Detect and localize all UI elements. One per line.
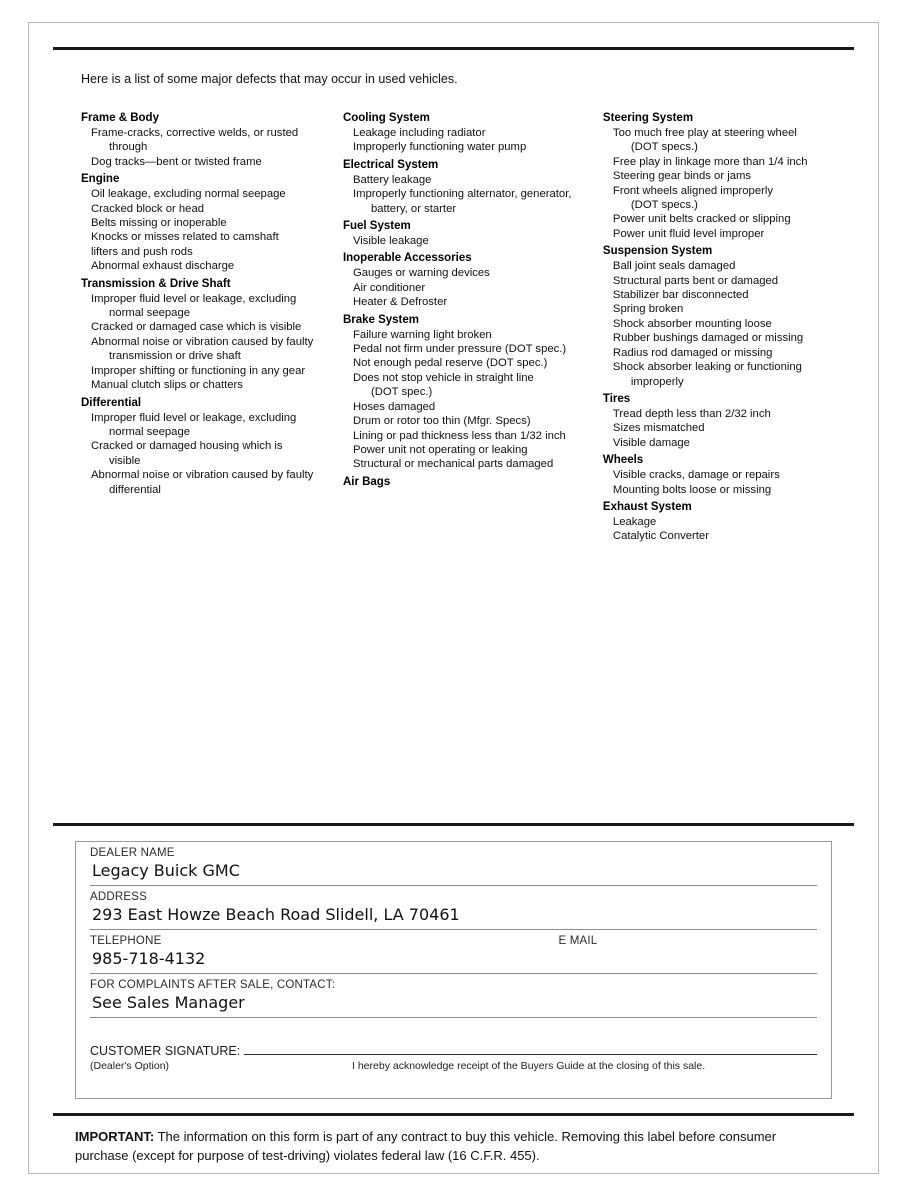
defect-group — [603, 111, 860, 241]
defect-group-title: Air Bags — [342, 475, 391, 488]
defect-item: Abnormal exhaust discharge — [91, 260, 235, 273]
email-value[interactable] — [559, 948, 818, 952]
defect-item: Abnormal noise or vibration caused by faulty differential — [91, 468, 343, 497]
defect-group-title: Tires — [602, 392, 631, 405]
defect-item-continuation: transmission or drive shaft — [109, 350, 241, 363]
defect-item: Gauges or warning devices — [352, 267, 490, 280]
signature-acknowledgement-text: I hereby acknowledge receipt of the Buyers Guide at the closing of this sale. — [352, 1060, 706, 1072]
defect-item: Cracked or damaged housing which is visible — [91, 439, 343, 468]
defect-group-title: Exhaust System — [602, 500, 692, 513]
defect-item-continuation: improperly — [630, 375, 684, 388]
defect-group — [343, 111, 603, 155]
intro-text: Here is a list of some major defects that may occur in used vehicles. — [81, 72, 458, 86]
complaints-value[interactable]: See Sales Manager — [92, 993, 245, 1012]
defect-group — [343, 313, 603, 472]
defect-group-title: Inoperable Accessories — [342, 252, 472, 265]
defect-group-title: Electrical System — [342, 158, 439, 171]
defect-item: Hoses damaged — [352, 400, 436, 413]
defect-item: Free play in linkage more than 1/4 inch — [612, 155, 808, 168]
defect-group — [81, 172, 343, 273]
defect-list — [343, 266, 603, 309]
defect-item-continuation: normal seepage — [109, 307, 191, 320]
defect-list — [81, 292, 343, 393]
defect-group — [603, 392, 860, 450]
form-inner — [47, 35, 860, 1163]
defect-item: Cracked or damaged case which is visible — [91, 321, 302, 334]
defect-item: Radius rod damaged or missing — [612, 346, 773, 359]
defect-list — [603, 259, 860, 389]
defect-group — [603, 500, 860, 544]
defects-columns — [81, 108, 860, 546]
important-text: The information on this form is part of any contract to buy this vehicle. Removing this label before consumer purchase (except for purpose of test-driving) violates federal law (16 C.F.R. 455). — [75, 1129, 777, 1163]
telephone-value[interactable]: 985-718-4132 — [92, 949, 206, 968]
defect-item: Drum or rotor too thin (Mfgr. Specs) — [352, 415, 531, 428]
defect-item: Does not stop vehicle in straight line (DOT spec.) — [353, 371, 603, 400]
defect-item: Frame-cracks, corrective welds, or rusted through — [91, 126, 343, 155]
defect-item: Tread depth less than 2/32 inch — [612, 407, 771, 420]
dealer-address-value[interactable]: 293 East Howze Beach Road Slidell, LA 70461 — [92, 905, 460, 924]
middle-divider — [53, 823, 854, 826]
defect-item: Power unit not operating or leaking — [352, 443, 528, 456]
defect-item-continuation: differential — [109, 483, 161, 496]
defect-item: Structural parts bent or damaged — [612, 274, 779, 287]
defect-list — [343, 328, 603, 472]
signature-label: CUSTOMER SIGNATURE: — [90, 1044, 241, 1058]
defect-list — [603, 515, 860, 544]
defect-item: Ball joint seals damaged — [612, 260, 736, 273]
signature-line[interactable] — [90, 1044, 817, 1058]
defect-item: Dog tracks—bent or twisted frame — [91, 155, 262, 168]
defect-list — [343, 173, 603, 216]
signature-option-text: (Dealer's Option) — [90, 1060, 170, 1072]
defect-group-title: Wheels — [602, 454, 644, 467]
dealer-address-label: ADDRESS — [90, 891, 147, 903]
defect-item: Catalytic Converter — [612, 530, 709, 543]
defect-item: Visible cracks, damage or repairs — [612, 469, 780, 482]
defect-item-continuation: (DOT spec.) — [370, 386, 433, 399]
defect-group — [81, 111, 343, 169]
dealer-address-field[interactable] — [90, 886, 817, 930]
important-notice — [75, 1127, 826, 1165]
contact-row-values — [90, 948, 817, 973]
defect-item-continuation: normal seepage — [109, 425, 191, 438]
defect-item: Manual clutch slips or chatters — [91, 379, 243, 392]
defect-list — [81, 126, 343, 169]
defect-item: Belts missing or inoperable — [91, 217, 227, 230]
defect-item-continuation: through — [109, 141, 148, 154]
defect-item: Shock absorber mounting loose — [612, 317, 772, 330]
defect-group — [343, 475, 603, 490]
form-sheet — [28, 22, 879, 1174]
dealer-info-box — [75, 841, 832, 1099]
dealer-name-label: DEALER NAME — [90, 847, 175, 859]
defect-item: Power unit belts cracked or slipping — [612, 213, 791, 226]
defect-item: Lining or pad thickness less than 1/32 inch — [352, 429, 566, 442]
defect-item: Structural or mechanical parts damaged — [352, 458, 554, 471]
defect-item: Visible leakage — [352, 235, 429, 248]
defect-list — [343, 126, 603, 155]
defect-item: Not enough pedal reserve (DOT spec.) — [352, 357, 548, 370]
defect-list — [603, 468, 860, 497]
defect-item: Steering gear binds or jams — [612, 170, 752, 183]
defect-item: Leakage — [612, 515, 657, 528]
defects-column-3 — [603, 108, 860, 546]
defect-group-title: Engine — [81, 173, 120, 186]
defect-group — [81, 277, 343, 393]
defect-group-title: Suspension System — [602, 245, 713, 258]
defect-item: Power unit fluid level improper — [612, 227, 765, 240]
defect-list — [81, 187, 343, 273]
defect-item: Abnormal noise or vibration caused by faulty transmission or drive shaft — [91, 335, 343, 364]
dealer-name-field[interactable] — [90, 842, 817, 886]
defect-group-title: Cooling System — [342, 112, 430, 124]
defect-group-title: Brake System — [342, 313, 420, 326]
signature-rule[interactable] — [244, 1054, 817, 1055]
defect-item: Improper shifting or functioning in any gear — [91, 364, 306, 377]
customer-signature-area[interactable] — [90, 1044, 817, 1072]
defect-item: Visible damage — [612, 436, 690, 449]
telephone-value-wrap — [90, 948, 349, 973]
email-label: E MAIL — [558, 935, 598, 947]
defect-group-title: Steering System — [602, 112, 694, 124]
defect-item: Improper fluid level or leakage, excluding normal seepage — [91, 292, 343, 321]
defect-group-title: Frame & Body — [81, 112, 159, 124]
defect-item: Rubber bushings damaged or missing — [612, 332, 804, 345]
defect-item: lifters and push rods — [91, 245, 193, 258]
defect-item: Air conditioner — [352, 281, 426, 294]
defect-item: Cracked block or head — [91, 202, 205, 215]
defect-item: Too much free play at steering wheel (DOT specs.) — [613, 126, 860, 155]
defect-item: Shock absorber leaking or functioning improperly — [613, 360, 860, 389]
defect-item: Battery leakage — [352, 173, 432, 186]
defect-list — [81, 411, 343, 497]
contact-row-labels — [90, 930, 817, 948]
defect-group — [81, 396, 343, 497]
defect-list — [343, 234, 603, 248]
defect-item-continuation: (DOT specs.) — [630, 199, 698, 212]
defect-item: Leakage including radiator — [352, 127, 486, 139]
defect-group-title: Fuel System — [342, 220, 411, 233]
dealer-name-value[interactable]: Legacy Buick GMC — [92, 861, 240, 880]
defect-item: Improperly functioning alternator, generator, battery, or starter — [353, 187, 603, 216]
complaints-field[interactable] — [90, 974, 817, 1018]
complaints-label: FOR COMPLAINTS AFTER SALE, CONTACT: — [90, 979, 336, 991]
defect-item-continuation: visible — [109, 454, 141, 467]
email-value-wrap — [349, 948, 818, 973]
defect-item-continuation: (DOT specs.) — [630, 141, 698, 154]
defect-list — [603, 126, 860, 241]
defect-item: Failure warning light broken — [352, 328, 492, 341]
telephone-label-wrap — [90, 930, 349, 948]
top-divider — [53, 47, 854, 50]
defect-group — [603, 244, 860, 389]
defect-group — [343, 219, 603, 248]
defect-item: Improperly functioning water pump — [352, 141, 527, 154]
bottom-divider — [53, 1113, 854, 1116]
defect-item: Oil leakage, excluding normal seepage — [91, 188, 286, 201]
telephone-label: TELEPHONE — [90, 935, 162, 947]
defect-item: Improper fluid level or leakage, excluding normal seepage — [91, 411, 343, 440]
defect-item: Pedal not firm under pressure (DOT spec.) — [352, 343, 567, 356]
defect-item: Spring broken — [612, 303, 684, 316]
defect-item: Front wheels aligned improperly (DOT specs.) — [613, 184, 860, 213]
email-label-wrap — [349, 930, 818, 948]
defect-group — [343, 158, 603, 216]
defect-item-continuation: battery, or starter — [370, 202, 457, 215]
defect-group-title: Transmission & Drive Shaft — [81, 277, 231, 290]
defect-group — [343, 251, 603, 309]
defect-list — [603, 407, 860, 450]
defects-column-2 — [343, 108, 603, 546]
defect-group — [603, 453, 860, 497]
signature-subtext — [90, 1060, 817, 1072]
defect-item: Sizes mismatched — [612, 422, 705, 435]
defect-item: Heater & Defroster — [352, 296, 448, 309]
important-label: IMPORTANT: — [75, 1129, 155, 1144]
defect-group-title: Differential — [81, 396, 142, 409]
defect-item: Stabilizer bar disconnected — [612, 289, 749, 302]
defect-item: Knocks or misses related to camshaft — [91, 231, 279, 244]
dealer-contact-row[interactable] — [90, 930, 817, 974]
defects-column-1 — [81, 108, 343, 546]
defect-item: Mounting bolts loose or missing — [612, 483, 772, 496]
